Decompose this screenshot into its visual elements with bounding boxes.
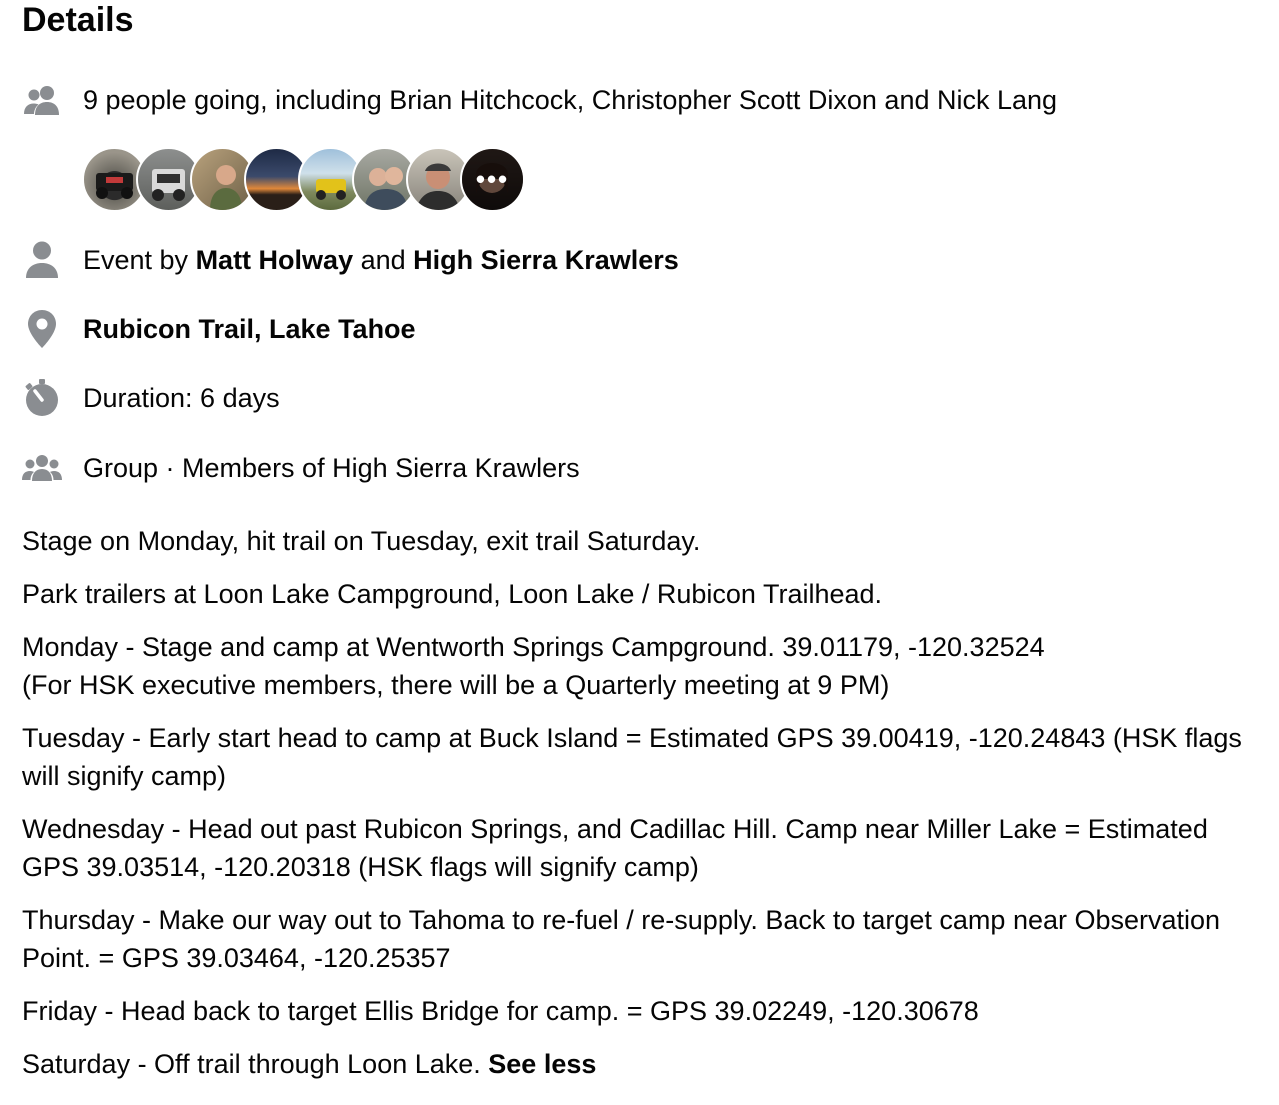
description-paragraph: Thursday - Make our way out to Tahoma to re-fuel / re-supply. Back to target camp near Observation Point. = GPS 39.03464, -120.25357 [22, 905, 1221, 973]
host-connector: and [353, 245, 414, 275]
stopwatch-icon [22, 378, 62, 418]
event-details-section [22, 0, 1272, 1079]
going-row[interactable] [22, 80, 1057, 120]
host-line [83, 243, 679, 277]
description-paragraph [22, 628, 1272, 704]
group-icon [22, 448, 62, 488]
location-link[interactable]: Rubicon Trail, Lake Tahoe [83, 314, 416, 344]
description-line: Monday - Stage and camp at Wentworth Springs Campground. 39.01179, -120.32524 [22, 632, 1045, 662]
host-link-high-sierra-krawlers[interactable]: High Sierra Krawlers [413, 245, 679, 275]
group-text: Group · Members of High Sierra Krawlers [83, 453, 580, 483]
description-paragraph: Tuesday - Early start head to camp at Buck Island = Estimated GPS 39.00419, -120.24843 (HSK flags will signify camp) [22, 723, 1242, 791]
host-row [22, 240, 679, 280]
person-icon [22, 240, 62, 280]
people-icon [22, 80, 62, 120]
duration-text: Duration: 6 days [83, 383, 280, 413]
description-paragraph: Wednesday - Head out past Rubicon Springs, and Cadillac Hill. Camp near Miller Lake = Estimated GPS 39.03514, -120.20318 (HSK flags will signify camp) [22, 814, 1208, 882]
going-text: 9 people going, including Brian Hitchcock, Christopher Scott Dixon and Nick Lang [83, 85, 1058, 115]
description-line: (For HSK executive members, there will be a Quarterly meeting at 9 PM) [22, 670, 890, 700]
location-row[interactable] [22, 309, 416, 349]
description-line: Saturday - Off trail through Loon Lake. [22, 1049, 489, 1079]
host-link-matt-holway[interactable]: Matt Holway [195, 245, 354, 275]
host-prefix: Event by [83, 245, 196, 275]
location-pin-icon [22, 309, 62, 349]
avatar[interactable] [460, 147, 525, 212]
details-heading: Details [22, 1, 134, 39]
group-row [22, 448, 580, 488]
description-paragraph [22, 1045, 1272, 1083]
description-paragraph: Friday - Head back to target Ellis Bridge for camp. = GPS 39.02249, -120.30678 [22, 996, 979, 1026]
more-attendees-icon[interactable]: ••• [462, 149, 523, 210]
event-description [22, 522, 1272, 1098]
duration-row [22, 378, 280, 418]
see-less-button[interactable]: See less [488, 1049, 597, 1079]
description-paragraph: Stage on Monday, hit trail on Tuesday, exit trail Saturday. [22, 526, 701, 556]
description-paragraph: Park trailers at Loon Lake Campground, Loon Lake / Rubicon Trailhead. [22, 579, 883, 609]
